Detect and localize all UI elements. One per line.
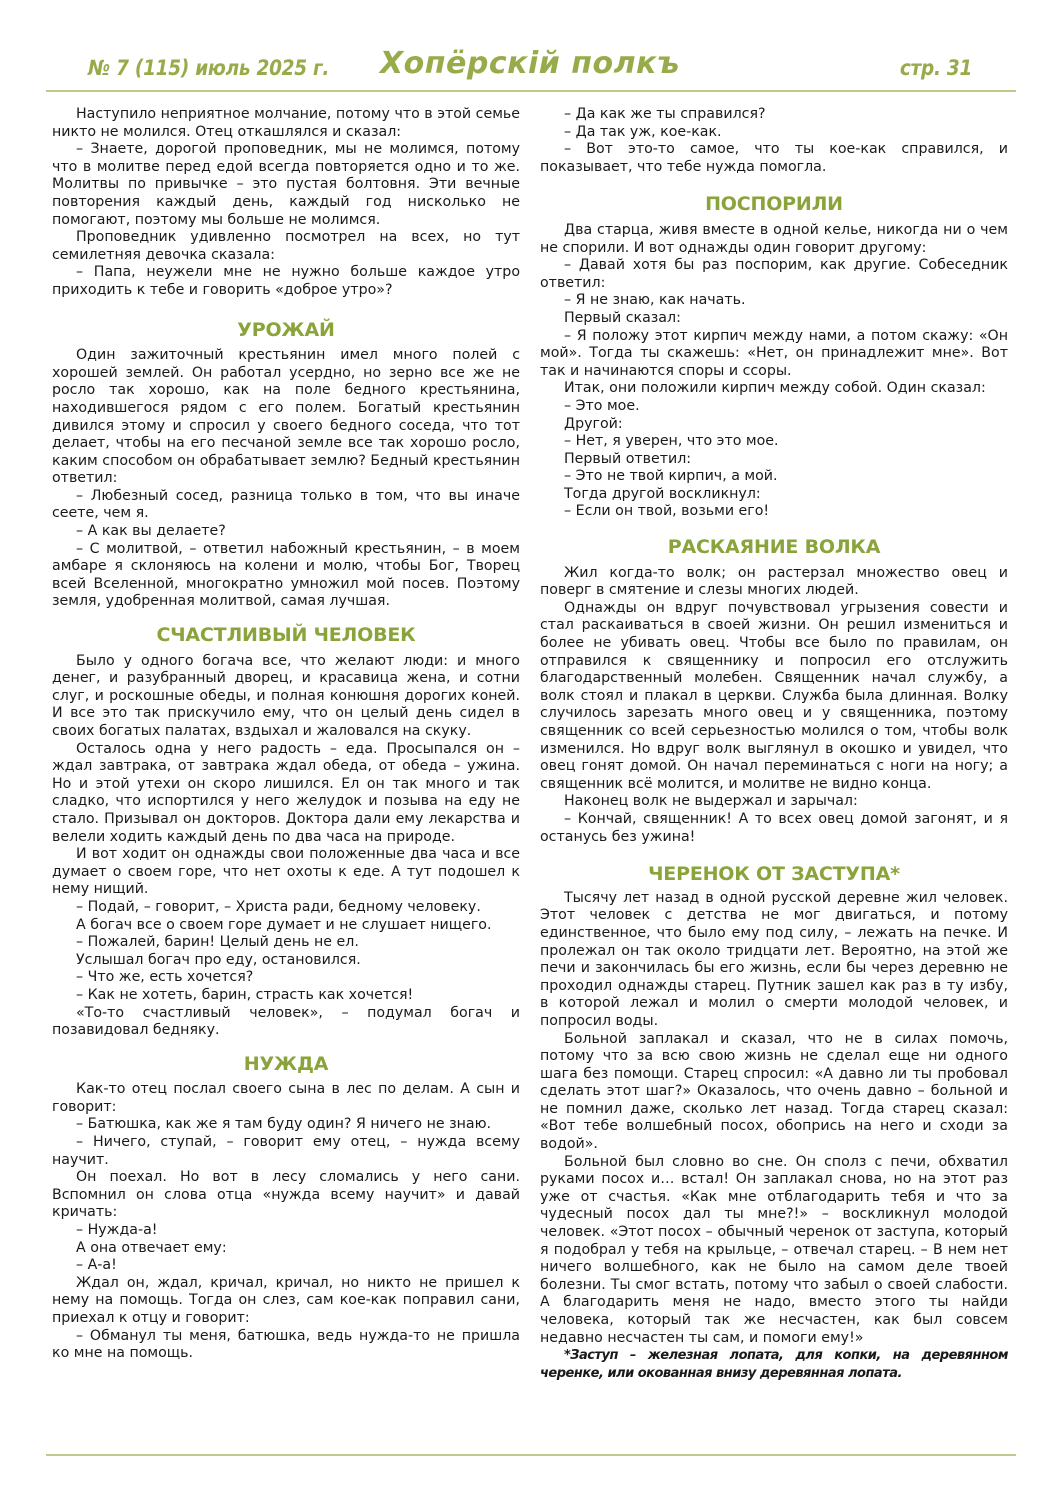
paragraph: – Да так уж, кое-как.	[564, 123, 722, 140]
paragraph: Тысячу лет назад в одной русской деревне жил человек. Этот человек с детства не мог двигаться, и потому единственное, что было ему под силу, – лежать на печке. И пролежал он так около тридцати лет. Вероятно, на этой же печи и закончилась бы его жизнь, если бы через деревню не проходил однажды старец. Путник зашел как раз в ту избу, в которой лежал и молил о смерти молодой человек, и попросил воды.	[540, 889, 1008, 1029]
article-raskayanie-volka	[540, 536, 1008, 846]
paragraph: – Да как же ты справился?	[564, 106, 766, 122]
footnote: *Заступ – железная лопата, для копки, на деревянном черенке, или окованная внизу деревянная лопата.	[540, 1348, 1008, 1381]
paragraph: – Вот это-то самое, что ты кое-как справился, и показывает, что тебе нужда помогла.	[540, 141, 1008, 175]
paragraph: – Обманул ты меня, батюшка, ведь нужда-то не пришла ко мне на помощь.	[52, 1327, 520, 1362]
paragraph: – Я положу этот кирпич между нами, а потом скажу: «Он мой». Тогда ты скажешь: «Нет, он принадлежит мне». Вот так и начинаются споры и ссоры.	[540, 327, 1008, 379]
paragraph: – Пожалей, барин! Целый день не ел.	[76, 934, 359, 951]
paragraph: – Папа, неужели мне не нужно больше каждое утро приходить к тебе и говорить «доброе утро»?	[52, 264, 520, 298]
paragraph: Он поехал. Но вот в лесу сломались у него сани. Вспомнил он слова отца «нужда всему научит» и давай кричать:	[52, 1169, 520, 1221]
paragraph: И вот ходит он однажды свои положенные два часа и все думает о своем горе, что нет охоты к еде. А тут подошел к нему нищий.	[52, 846, 520, 898]
paragraph: – Если он твой, возьми его!	[564, 503, 770, 520]
paragraph: – Ничего, ступай, – говорит ему отец, – нужда всему научит.	[52, 1134, 520, 1168]
paragraph: Услышал богач про еду, остановился.	[76, 951, 361, 968]
article-title: ЧЕРЕНОК ОТ ЗАСТУПА*	[648, 863, 900, 886]
paragraph: Как-то отец послал своего сына в лес по делам. А сын и говорит:	[52, 1081, 520, 1115]
paragraph: Итак, они положили кирпич между собой. Один сказал:	[564, 380, 986, 397]
issue-number: № 7 (115) июль 2025 г.	[88, 56, 330, 80]
paragraph: Первый сказал:	[564, 309, 681, 326]
paragraph: – А-а!	[76, 1257, 117, 1274]
paragraph: Первый ответил:	[564, 450, 692, 467]
paragraph: – Подай, – говорит, – Христа ради, бедному человеку.	[76, 898, 481, 915]
article-schastlivy-chelovek	[52, 624, 520, 1040]
left-column	[52, 106, 520, 1363]
paragraph: А она отвечает ему:	[76, 1239, 227, 1256]
paragraph: – Я не знаю, как начать.	[564, 292, 746, 309]
article-title: НУЖДА	[243, 1052, 329, 1075]
paragraph: Другой:	[564, 415, 623, 432]
paragraph: Жил когда-то волк; он растерзал множество овец и поверг в смятение и слезы многих людей.	[540, 564, 1008, 599]
paragraph: Больной был словно во сне. Он сполз с печи, обхватил руками посох и… встал! Он заплакал снова, но на этот раз уже от счастья. «Как мне отблагодарить тебя и что за чудесный посох дал ты мне?!» – воскликнул молодой человек. «Этот посох – обычный черенок от заступа, который я подобрал у тебя на крыльце, – отвечал старец. – В нем нет ничего волшебного, как не было на самом деле твоей болезни. Ты смог встать, потому что забыл о своей слабости. А благодарить меня не надо, вместо этого ты найди человека, который так же несчастен, как был совсем недавно несчастен ты сам, и помоги ему!»	[540, 1153, 1008, 1346]
paragraph: – Батюшка, как же я там буду один? Я ничего не знаю.	[76, 1116, 492, 1133]
newspaper-title: Хопёрскій полкъ	[380, 46, 680, 81]
paragraph: – Кончай, священник! А то всех овец домой загонят, и я останусь без ужина!	[540, 810, 1008, 845]
paragraph: – Давай хотя бы раз поспорим, как другие. Собеседник ответил:	[540, 257, 1008, 291]
paragraph: – Это мое.	[564, 397, 640, 414]
header-divider	[46, 90, 1016, 92]
article-title: УРОЖАЙ	[237, 318, 335, 341]
page-header	[44, 44, 1016, 90]
article-title: РАСКАЯНИЕ ВОЛКА	[667, 536, 881, 559]
paragraph: – Нет, я уверен, что это мое.	[564, 433, 779, 450]
paragraph: – А как вы делаете?	[76, 523, 226, 540]
paragraph: Наступило неприятное молчание, потому что в этой семье никто не молился. Отец откашлялся и сказал:	[52, 106, 520, 140]
article-intro-continued	[52, 106, 520, 300]
paragraph: – С молитвой, – ответил набожный крестьянин, – в моем амбаре я склоняюсь на колени и молю, чтобы Бог, Творец всей Вселенной, многократно умножил мой посев. Поэтому земля, удобренная молитвой, самая лучшая.	[52, 540, 520, 610]
paragraph: А богач все о своем горе думает и не слушает нищего.	[76, 916, 492, 933]
paragraph: – Как не хотеть, барин, страсть как хочется!	[76, 986, 414, 1003]
paragraph: Однажды он вдруг почувствовал угрызения совести и стал раскаиваться в своей жизни. Он решил измениться и более не убивать овец. Чтобы все было по правилам, он отправился к священнику и попросил его отслужить благодарственный молебен. Священник начал службу, а волк стоял и плакал в церкви. Служба была длинная. Волку случилось зарезать много овец и у священника, поэтому священник со всей серьезностью молился о том, чтобы волк изменился. Но вдруг волк выглянул в окошко и увидел, что овец гонят домой. Он начал переминаться с ноги на ногу; а священник всё молится, и молитве не видно конца.	[540, 599, 1008, 792]
paragraph: Больной заплакал и сказал, что не в силах помочь, потому что за всю свою жизнь не сделал еще ни одного шага без помощи. Старец спросил: «А давно ли ты пробовал сделать этот шаг?» Оказалось, что очень давно – больной и не помнил даже, сколько лет назад. Тогда старец сказал: «Вот тебе волшебный посох, обопрись на него и сходи за водой».	[540, 1030, 1008, 1153]
paragraph: – Нужда-а!	[76, 1222, 158, 1239]
paragraph: Один зажиточный крестьянин имел много полей с хорошей землей. Он работал усердно, но зерно все же не росло так хорошо, как на поле бедного крестьянина, находившегося рядом с его полем. Богатый крестьянин дивился этому и спросил у своего бедного соседа, что тот делает, чтобы на его песчаной земле все так хорошо росло, каким способом он обрабатывает землю? Бедный крестьянин ответил:	[52, 347, 520, 487]
footer-divider	[46, 1454, 1016, 1456]
paragraph: Осталось одна у него радость – еда. Просыпался он – ждал завтрака, от завтрака ждал обеда, от обеда – ужина. Но и этой утехи он скоро лишился. Ел он так много и так сладко, что испортился у него желудок и позыва на еду не стало. Призывал он докторов. Доктора дали ему лекарства и велели ходить каждый день по два часа на природе.	[52, 740, 520, 845]
paragraph: – Что же, есть хочется?	[76, 969, 254, 986]
article-title: ПОСПОРИЛИ	[705, 193, 843, 216]
article-cherenok-ot-zastupa	[540, 863, 1008, 1382]
paragraph: Было у одного богача все, что желают люди: и много денег, и разубранный дворец, и красавица жена, и сотни слуг, и роскошные обеды, и полная конюшня дорогих коней. И все это так прискучило ему, что он целый день сидел в своих богатых палатах, вздыхал и жаловался на скуку.	[52, 652, 520, 739]
paragraph: Ждал он, ждал, кричал, кричал, но никто не пришел к нему на помощь. Тогда он слез, сам кое-как поправил сани, приехал к отцу и говорит:	[52, 1274, 520, 1326]
right-column	[540, 106, 1008, 1382]
paragraph: Тогда другой воскликнул:	[564, 485, 761, 502]
paragraph: Два старца, живя вместе в одной келье, никогда ни о чем не спорили. И вот однажды один говорит другому:	[540, 221, 1008, 256]
paragraph: – Любезный сосед, разница только в том, что вы иначе сеете, чем я.	[52, 487, 520, 522]
page-number: стр. 31	[899, 56, 972, 80]
paragraph: Проповедник удивленно посмотрел на всех, но тут семилетняя девочка сказала:	[52, 229, 520, 263]
article-urozhay	[52, 318, 520, 612]
paragraph: Наконец волк не выдержал и зарычал:	[564, 793, 858, 810]
article-nuzhda	[52, 1052, 520, 1363]
article-title: СЧАСТЛИВЫЙ ЧЕЛОВЕК	[156, 624, 416, 647]
paragraph: «То-то счастливый человек», – подумал богач и позавидовал бедняку.	[52, 1004, 520, 1039]
paragraph: – Это не твой кирпич, а мой.	[564, 468, 778, 485]
article-posporili	[540, 193, 1008, 521]
paragraph: – Знаете, дорогой проповедник, мы не молимся, потому что в молитве перед едой всегда повторяется одно и то же. Молитвы по привычке – это пустая болтовня. Эти вечные повторения каждый день, каждый год нисколько не помогают, поэтому мы больше не молимся.	[52, 141, 520, 228]
article-nuzhda-continued	[540, 106, 1008, 176]
